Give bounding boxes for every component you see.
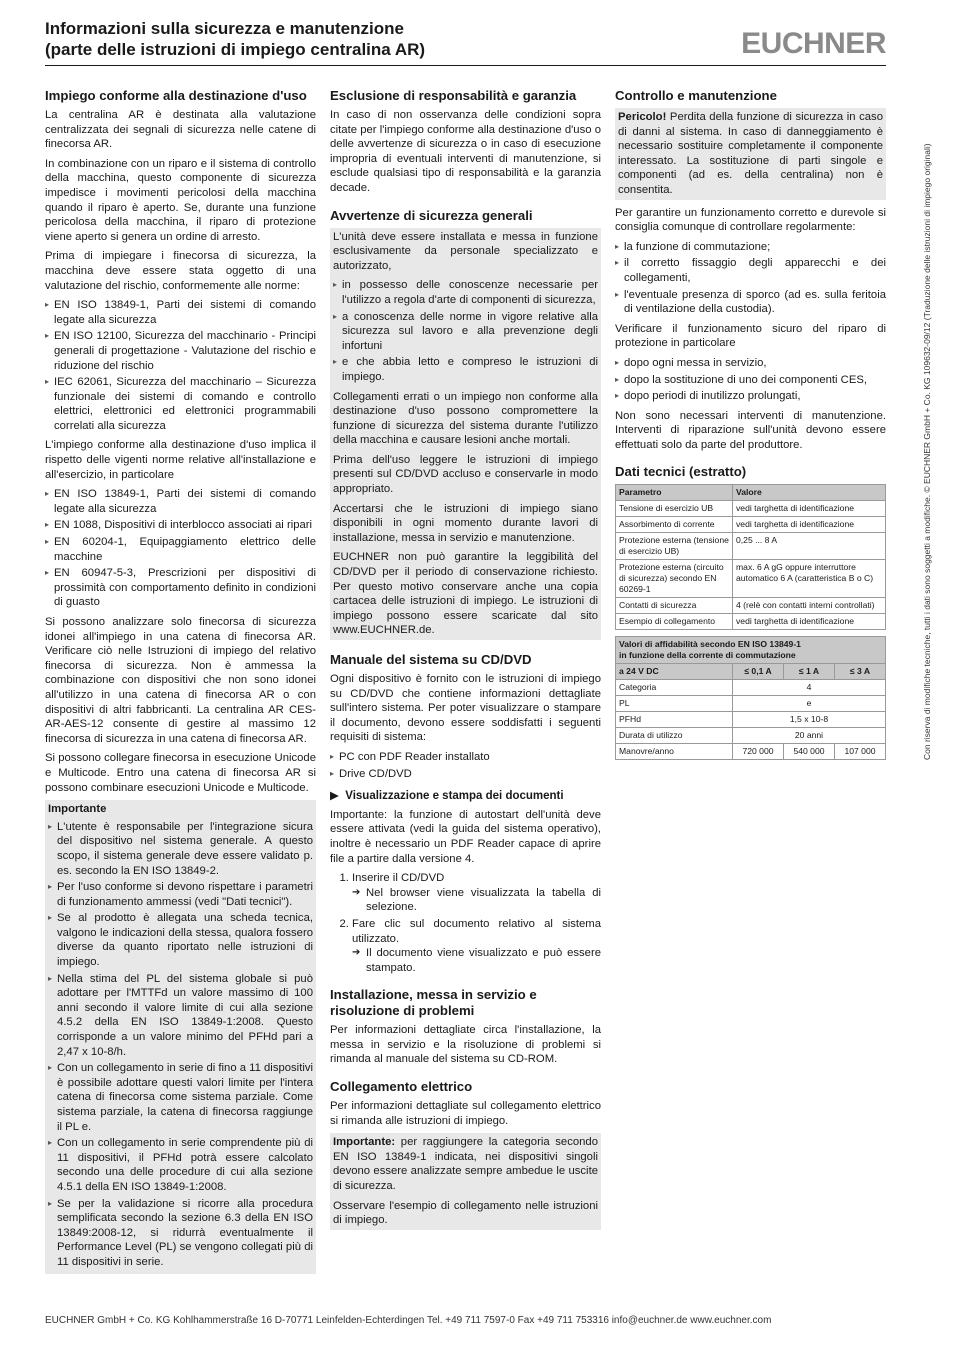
paragraph: Per informazioni dettagliate sul collegamento elettrico si rimanda alle istruzioni di impiego.: [330, 1100, 601, 1127]
table-header: [616, 637, 886, 664]
list-item: ▸ EN 1088, Dispositivi di interblocco associati ai ripari: [45, 518, 316, 533]
table-header: Parametro: [616, 485, 733, 501]
table-header-row: [616, 664, 886, 680]
table-cell: Protezione esterna (tensione di esercizio UB): [616, 533, 733, 560]
paragraph: La centralina AR è destinata alla valutazione centralizzata dei segnali di sicurezza nelle catene di finecorsa AR.: [45, 109, 316, 151]
footer-contact: EUCHNER GmbH + Co. KG Kohlhammerstraße 16 D-70771 Leinfelden-Echterdingen Tel. +49 711 7597-0 Fax +49 711 753316 info@euchner.de www.euchner.com: [45, 1315, 772, 1326]
step-result: ➔ Nel browser viene visualizzata la tabella di selezione.: [352, 886, 601, 915]
heading-safety: Avvertenze di sicurezza generali: [330, 207, 533, 223]
table-row: [616, 680, 886, 696]
table-cell: max. 6 A gG oppure interruttore automatico 6 A (caratteristica B o C): [733, 560, 886, 598]
list-item: ▸ Per l'uso conforme si devono rispettare i parametri di funzionamento ammessi (vedi "Dati tecnici").: [48, 880, 313, 909]
heading-technical-data: Dati tecnici (estratto): [615, 464, 747, 480]
heading-electrical: Collegamento elettrico: [330, 1079, 473, 1095]
reliability-title: Valori di affidabilità secondo EN ISO 13849-1: [619, 639, 801, 650]
heading-maintenance: Controllo e manutenzione: [615, 88, 777, 103]
column-1: [45, 88, 316, 1274]
list-item: ▸ EN ISO 13849-1, Parti dei sistemi di comando legate alla sicurezza: [45, 487, 316, 516]
reliability-subtitle: in funzione della corrente di commutazione: [619, 650, 796, 661]
list-item: ▸ Se per la validazione si ricorre alla procedura semplificata secondo la sezione 6.3 della EN ISO 13849:2008-12, si ridurrà eventualmente il Performance Level (PL) se vengono collegati più di 11 dispositivi in serie.: [48, 1197, 313, 1270]
list-item: ▸ L'utente è responsabile per l'integrazione sicura del dispositivo nel sistema generale. A questo scopo, il sistema generale deve essere validato p. es. secondo la EN ISO 13849-2.: [48, 820, 313, 878]
paragraph: Importante: la funzione di autostart dell'unità deve essere attivata (vedi la guida del sistema operativo), inoltre è necessario un PDF Reader capace di aprire file a partire dalla versione 4.: [330, 808, 601, 865]
table-cell: Tensione di esercizio UB: [616, 501, 733, 517]
paragraph: Ogni dispositivo è fornito con le istruzioni di impiego su CD/DVD che contiene informazioni dettagliate sull'intero sistema. Per poter visualizzare o stampare il documento, devono essere soddisfatti i seguenti requisiti di sistema:: [330, 673, 601, 744]
table-header: ≤ 3 A: [835, 664, 886, 680]
triangle-icon: ▶: [330, 790, 346, 803]
paragraph: Per informazioni dettagliate circa l'installazione, la messa in servizio e la risoluzione di problemi si rimanda al manuale del sistema su CD-ROM.: [330, 1024, 601, 1066]
list-item: ▸ EN ISO 12100, Sicurezza del macchinario - Principi generali di progettazione - Valutazione del rischio e riduzione del rischio: [45, 329, 316, 373]
danger-text: Perdita della funzione di sicurezza in caso di danni al sistema. In caso di danneggiamento è necessario sostituire completamente il componente interessato. La sostituzione di parti singole e componenti (ad es. della centralina) non è consentita.: [618, 111, 883, 196]
table-cell: 20 anni: [733, 728, 886, 744]
table-cell: 4 (relè con contatti interni controllati): [733, 598, 886, 614]
title-line-2: (parte delle istruzioni di impiego centralina AR): [45, 40, 426, 59]
important-title: Importante: [48, 803, 107, 816]
table-cell: vedi targhetta di identificazione: [733, 501, 886, 517]
table-row: [616, 598, 886, 614]
step-result: ➔ Il documento viene visualizzato e può essere stampato.: [352, 946, 601, 975]
table-cell: Protezione esterna (circuito di sicurezza) secondo EN 60269-1: [616, 560, 733, 598]
paragraph: Collegamenti errati o un impiego non conforme alla destinazione d'uso possono compromettere la funzione di sicurezza del sistema durante l'utilizzo della macchina e causare lesioni anche mortali.: [333, 390, 598, 447]
paragraph: Accertarsi che le istruzioni di impiego siano disponibili in ogni momento durante lavori di installazione, messa in servizio e manutenzione.: [333, 502, 598, 544]
heading-liability: Esclusione di responsabilità e garanzia: [330, 88, 577, 103]
table-cell: 720 000: [733, 744, 784, 760]
paragraph: Si possono analizzare solo finecorsa di sicurezza idonei all'impiego in una catena di finecorsa AR. Verificare ciò nelle Istruzioni di impiego del relativo finecorsa di sicurezza. Non è ammessa la combinazione con dispositivi che non sono idonei all'utilizzo in una catena di finecorsa AR o con dispositivi di altri fabbricanti. La centralina AR CES-AR-AES-12 consente di gestire al massimo 12 finecorsa di sicurezza in una catena di finecorsa AR.: [45, 616, 316, 745]
step-text: Inserire il CD/DVD: [352, 872, 445, 885]
subheading-label: Visualizzazione e stampa dei documenti: [345, 790, 564, 803]
technical-data-table: [615, 484, 886, 630]
table-row: [616, 696, 886, 712]
personnel-list: [333, 278, 598, 384]
list-item: ▸ IEC 62061, Sicurezza del macchinario – Sicurezza funzionale dei sistemi di comando e controllo elettrici, elettronici ed elettronici programmabili correlati alla sicurezza: [45, 375, 316, 433]
standards-list: [45, 487, 316, 610]
paragraph: Per garantire un funzionamento corretto e durevole si consiglia comunque di controllare regolarmente:: [615, 206, 886, 234]
list-item: ▸ EN 60947-5-3, Prescrizioni per dispositivi di prossimità con comportamento definito in condizioni di guasto: [45, 566, 316, 610]
table-header: ≤ 1 A: [784, 664, 835, 680]
list-item: ▸ Drive CD/DVD: [330, 767, 601, 782]
table-header: Valore: [733, 485, 886, 501]
header-divider: [45, 65, 886, 66]
table-row: [616, 712, 886, 728]
list-item: ▸ PC con PDF Reader installato: [330, 750, 601, 765]
table-cell: 1,5 x 10-8: [733, 712, 886, 728]
table-header-row: [616, 485, 886, 501]
important-box: [330, 1133, 601, 1230]
list-item: ▸ Con un collegamento in serie di fino a 11 dispositivi è possibile adottare questi valori limite per l'intera catena di finecorsa come sistema parziale. Come sistema parziale, la catena di finecorsa raggiunge il PL e.: [48, 1061, 313, 1134]
side-note: Con riserva di modifiche tecniche, tutti i dati sono soggetti a modifiche. © EUCHNER GmbH + Co. KG 109632-09/12 (Traduzione delle istruzioni di impiego originali): [922, 143, 932, 760]
table-header-row: [616, 637, 886, 664]
table-cell: 540 000: [784, 744, 835, 760]
table-cell: Esempio di collegamento: [616, 614, 733, 630]
heading-manual: Manuale del sistema su CD/DVD: [330, 652, 532, 667]
list-item: ▸ la funzione di commutazione;: [615, 240, 886, 255]
title-line-1: Informazioni sulla sicurezza e manutenzione: [45, 19, 404, 38]
paragraph: Verificare il funzionamento sicuro del riparo di protezione in particolare: [615, 322, 886, 350]
step-item: [352, 917, 601, 975]
page-title: [45, 18, 765, 60]
requirements-list: [330, 750, 601, 781]
check-list: [615, 240, 886, 317]
paragraph: [333, 1135, 598, 1193]
heading-intended-use: Impiego conforme alla destinazione d'uso: [45, 88, 307, 103]
table-row: [616, 614, 886, 630]
paragraph: L'unità deve essere installata e messa in funzione esclusivamente da personale specializzato e autorizzato,: [333, 230, 598, 272]
list-item: ▸ EN 60204-1, Equipaggiamento elettrico delle macchine: [45, 535, 316, 564]
important-list: [48, 820, 313, 1270]
column-3: [615, 88, 886, 760]
step-item: [352, 871, 601, 915]
table-header: a 24 V DC: [616, 664, 733, 680]
steps-list: [330, 871, 601, 975]
table-cell: PFHd: [616, 712, 733, 728]
paragraph: Osservare l'esempio di collegamento nelle istruzioni di impiego.: [333, 1199, 598, 1227]
important-box: [45, 800, 316, 1273]
table-row: [616, 533, 886, 560]
paragraph: Non sono necessari interventi di manutenzione. Interventi di riparazione sull'unità devono essere effettuati solo da parte del produttore.: [615, 409, 886, 451]
table-cell: e: [733, 696, 886, 712]
subheading-view-print: [330, 789, 601, 804]
danger-box: [615, 108, 886, 200]
table-cell: Contatti di sicurezza: [616, 598, 733, 614]
step-text: Fare clic sul documento relativo al sistema utilizzato.: [352, 917, 601, 945]
table-header: ≤ 0,1 A: [733, 664, 784, 680]
table-cell: 4: [733, 680, 886, 696]
table-row: [616, 728, 886, 744]
paragraph: In combinazione con un riparo e il sistema di controllo della macchina, questo componente di sicurezza impedisce i movimenti pericolosi della macchina quando il riparo è aperto. Se, durante una funzione pericolosa della macchina, il riparo di protezione viene aperto si genera un ordine di arresto.: [45, 157, 316, 243]
list-item: ▸ l'eventuale presenza di sporco (ad es. sulla feritoia di ventilazione della custodia).: [615, 288, 886, 317]
table-cell: vedi targhetta di identificazione: [733, 614, 886, 630]
euchner-logo: EUCHNER: [741, 27, 886, 60]
paragraph: Prima dell'uso leggere le istruzioni di impiego presenti sul CD/DVD accluso e conservarle in modo appropriato.: [333, 453, 598, 496]
paragraph: In caso di non osservanza delle condizioni sopra citate per l'impiego conforme alla destinazione d'uso o delle avvertenze di sicurezza o in caso di esecuzione impropria di eventuali interventi di manutenzione, si esclude qualsiasi tipo di responsabilità e la garanzia decade.: [330, 109, 601, 194]
table-cell: vedi targhetta di identificazione: [733, 517, 886, 533]
table-cell: 0,25 ... 8 A: [733, 533, 886, 560]
table-cell: Manovre/anno: [616, 744, 733, 760]
list-item: ▸ dopo periodi di inutilizzo prolungati,: [615, 389, 886, 404]
check-list: [615, 356, 886, 404]
list-item: ▸ Nella stima del PL del sistema globale si può adottare per l'MTTFd un valore massimo di 100 anni secondo il valore limite di cui alla sezione 4.5.2 della EN ISO 13849-1:2008. Questo corrisponde a un valore minimo del PFHd pari a 2,47 x 10-8/h.: [48, 972, 313, 1060]
important-label: Importante:: [333, 1136, 396, 1149]
paragraph: EUCHNER non può garantire la leggibilità del CD/DVD per il periodo di conservazione richiesto. Per questo motivo conservare anche una copia cartacea delle istruzioni di impiego. Le istruzioni di impiego possono essere scaricate dal sito www.EUCHNER.de.: [333, 551, 598, 637]
list-item: ▸ Se al prodotto è allegata una scheda tecnica, valgono le indicazioni della stessa, qualora fossero diverse da quanto riportato nelle istruzioni di impiego.: [48, 911, 313, 969]
table-cell: PL: [616, 696, 733, 712]
list-item: ▸ Con un collegamento in serie comprendente più di 11 dispositivi, il PFHd potrà essere calcolato secondo una delle procedure di cui alla sezione 4.5.1 della EN ISO 13849-1:2008.: [48, 1136, 313, 1194]
table-row: [616, 501, 886, 517]
paragraph: L'impiego conforme alla destinazione d'uso implica il rispetto delle vigenti norme relative all'installazione e all'esercizio, in particolare: [45, 439, 316, 481]
table-cell: 107 000: [835, 744, 886, 760]
list-item: ▸ dopo la sostituzione di uno dei componenti CES,: [615, 373, 886, 388]
list-item: ▸ dopo ogni messa in servizio,: [615, 356, 886, 371]
list-item: ▸ EN ISO 13849-1, Parti dei sistemi di comando legate alla sicurezza: [45, 298, 316, 327]
reliability-table: [615, 636, 886, 760]
column-2: [330, 88, 601, 1230]
important-text: per raggiungere la categoria secondo EN ISO 13849-1 indicata, nei dispositivi singoli devono essere analizzate sempre ambedue le uscite di sicurezza.: [333, 1136, 598, 1193]
table-row: [616, 517, 886, 533]
standards-list: [45, 298, 316, 433]
danger-label: Pericolo!: [618, 111, 667, 123]
paragraph: Si possono collegare finecorsa in esecuzione Unicode e Multicode. Entro una catena di finecorsa AR si possono combinare esecuzioni Unicode e Multicode.: [45, 752, 316, 794]
list-item: ▸ il corretto fissaggio degli apparecchi e dei collegamenti,: [615, 256, 886, 285]
table-cell: Assorbimento di corrente: [616, 517, 733, 533]
safety-box: [330, 228, 601, 640]
heading-installation: Installazione, messa in servizio e risoluzione di problemi: [330, 987, 537, 1019]
table-row: [616, 560, 886, 598]
list-item: ▸ a conoscenza delle norme in vigore relative alla sicurezza sul lavoro e alla prevenzione degli infortuni: [333, 310, 598, 354]
table-cell: Durata di utilizzo: [616, 728, 733, 744]
table-row: [616, 744, 886, 760]
table-cell: Categoria: [616, 680, 733, 696]
list-item: ▸ e che abbia letto e compreso le istruzioni di impiego.: [333, 355, 598, 384]
list-item: ▸ in possesso delle conoscenze necessarie per l'utilizzo a regola d'arte di componenti di sicurezza,: [333, 278, 598, 307]
paragraph: Prima di impiegare i finecorsa di sicurezza, la macchina deve essere stata oggetto di una valutazione del rischio, conformemente alle norme:: [45, 250, 316, 292]
